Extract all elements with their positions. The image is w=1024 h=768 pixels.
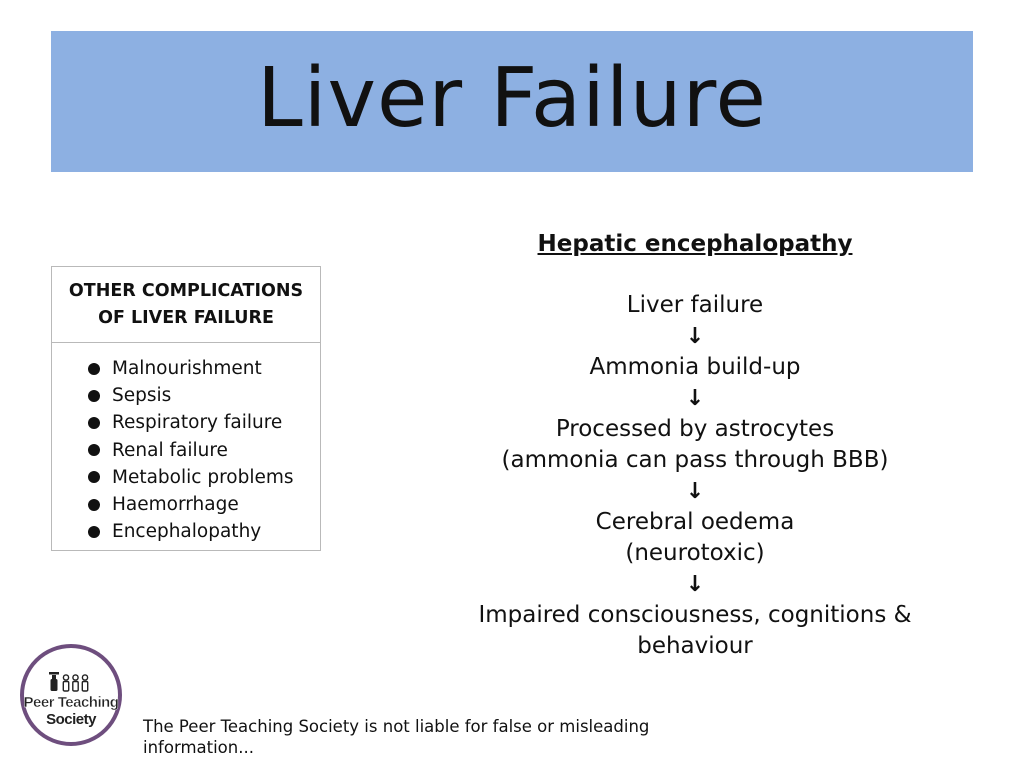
logo-text-line2: Society xyxy=(46,711,96,728)
title-banner xyxy=(51,31,973,172)
list-item xyxy=(88,437,320,464)
down-arrow-icon: ↓ xyxy=(685,572,705,597)
complications-list xyxy=(52,343,320,545)
bullet-icon xyxy=(88,444,100,456)
bullet-icon xyxy=(88,471,100,483)
flow-step-oedema: Cerebral oedema xyxy=(595,509,795,535)
complications-header: OTHER COMPLICATIONS OF LIVER FAILURE xyxy=(52,267,320,343)
flow-heading: Hepatic encephalopathy xyxy=(537,231,853,257)
list-item-label: Haemorrhage xyxy=(112,494,239,516)
slide-title: Liver Failure xyxy=(256,50,767,146)
list-item xyxy=(88,355,320,382)
down-arrow-icon: ↓ xyxy=(685,479,705,504)
complications-box xyxy=(51,266,321,551)
list-item-label: Sepsis xyxy=(112,385,172,407)
list-item-label: Malnourishment xyxy=(112,358,262,379)
bullet-icon xyxy=(88,499,100,511)
flow-step-astrocytes-note: (ammonia can pass through BBB) xyxy=(501,447,889,473)
list-item-label: Encephalopathy xyxy=(112,521,262,543)
flow-step-impaired: Impaired consciousness, cognitions & xyxy=(478,602,912,628)
flow-step-impaired-cont: behaviour xyxy=(637,633,753,659)
bullet-icon xyxy=(88,526,100,538)
list-item-label: Respiratory failure xyxy=(112,412,283,434)
logo-text-line1: Peer Teaching xyxy=(23,694,119,711)
bullet-icon xyxy=(88,390,100,402)
bullet-icon xyxy=(88,417,100,429)
down-arrow-icon: ↓ xyxy=(685,324,705,349)
list-item xyxy=(88,491,320,518)
flow-step-oedema-note: (neurotoxic) xyxy=(625,540,765,566)
flow-step-astrocytes: Processed by astrocytes xyxy=(555,416,835,442)
list-item-label: Metabolic problems xyxy=(112,466,294,488)
flow-step-ammonia: Ammonia build-up xyxy=(589,354,801,380)
bullet-icon xyxy=(88,363,100,375)
list-item xyxy=(88,518,320,545)
list-item xyxy=(88,382,320,409)
logo-icon xyxy=(19,643,123,747)
flow-step-liver-failure: Liver failure xyxy=(626,292,764,318)
list-item xyxy=(88,409,320,436)
list-item xyxy=(88,464,320,491)
peer-teaching-society-logo xyxy=(19,643,123,747)
disclaimer-text: The Peer Teaching Society is not liable for false or misleading information... xyxy=(143,717,650,757)
encephalopathy-flow xyxy=(440,226,950,662)
list-item-label: Renal failure xyxy=(112,439,228,461)
down-arrow-icon: ↓ xyxy=(685,386,705,411)
